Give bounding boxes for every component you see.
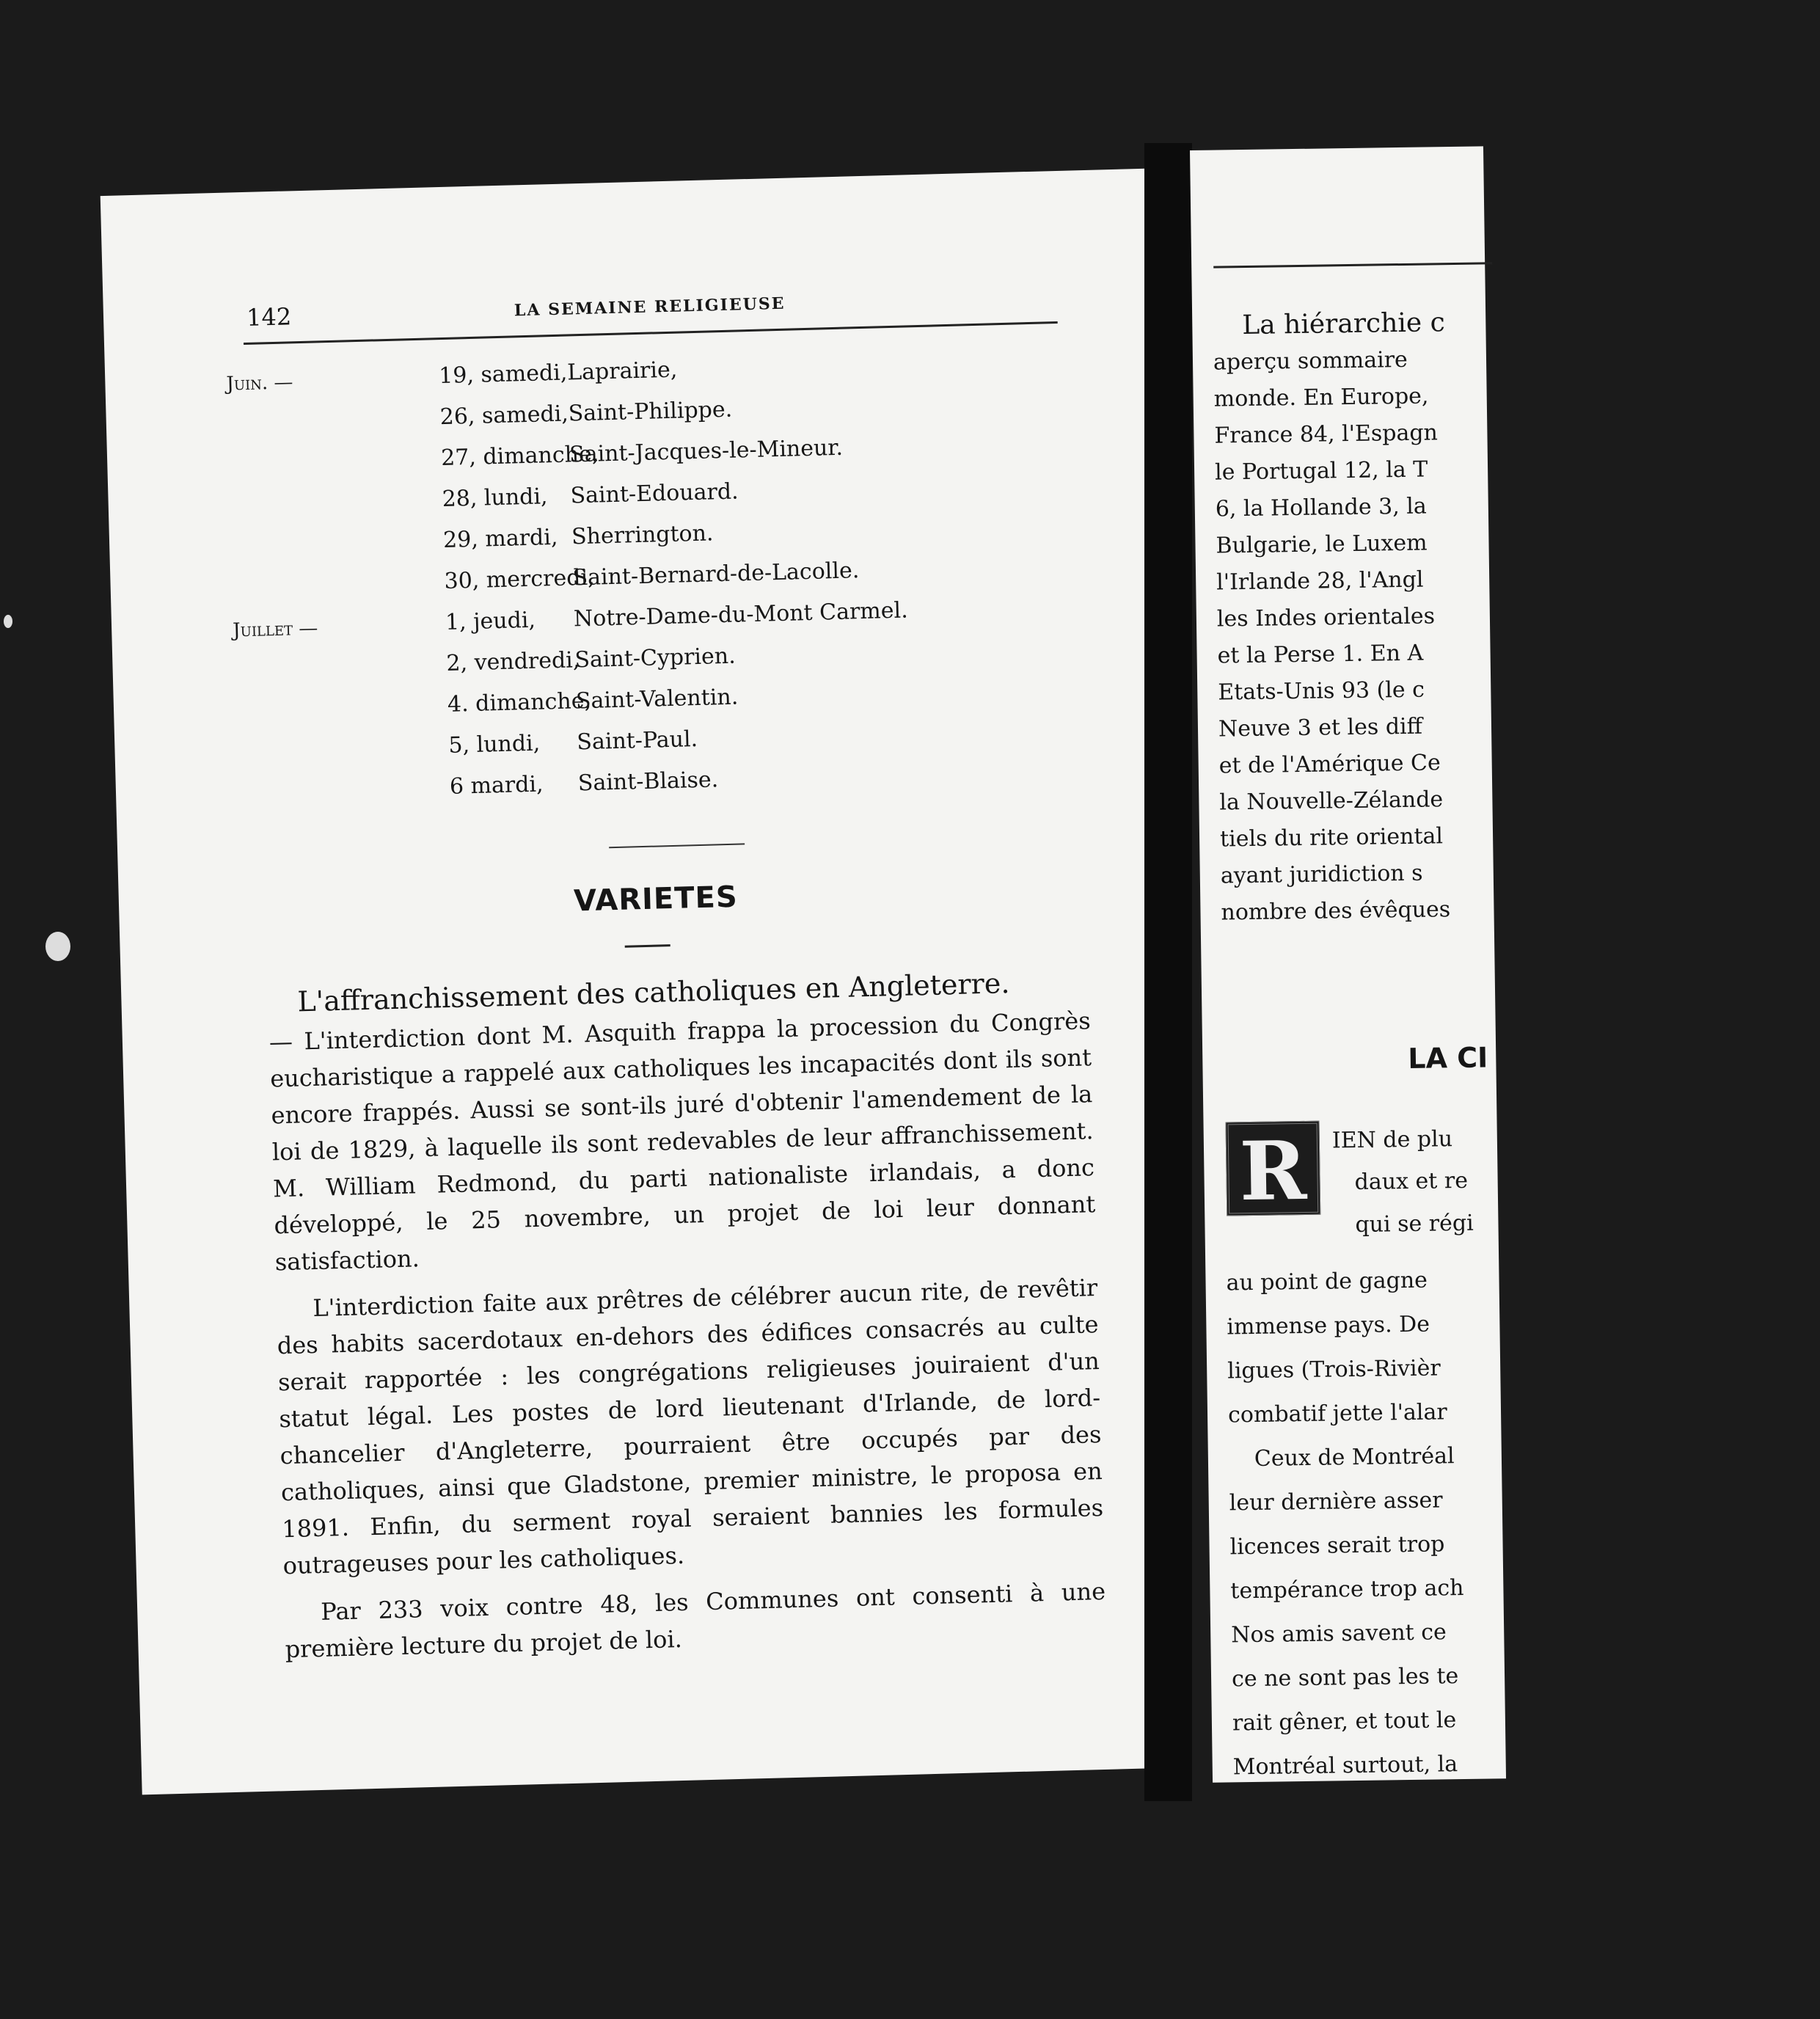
article (268, 963, 1107, 1678)
text-line: nombre des évêques (1221, 897, 1451, 926)
schedule-place: Saint-Jacques-le-Mineur. (569, 434, 844, 468)
book-gutter (1144, 143, 1192, 1801)
schedule-day: 6 mardi, (449, 771, 544, 800)
article-paragraph: Par 233 voix contre 48, les Communes ont consenti à une première lecture du projet de loi. (285, 1577, 1106, 1664)
schedule-place: Saint-Bernard-de-Lacolle. (572, 558, 860, 591)
title-dash (625, 944, 670, 948)
dust-speck (45, 932, 70, 961)
schedule-place: Saint-Cyprien. (574, 643, 737, 673)
text-line: ayant juridiction s (1220, 860, 1423, 889)
right-page-body-text (1226, 1253, 1820, 1789)
text-line: la Nouvelle-Zélande (1219, 786, 1444, 816)
dust-speck (4, 615, 12, 628)
text-line: IEN de plu (1331, 1126, 1453, 1154)
right-page-top-text (1213, 302, 1662, 931)
article-paragraph: L'interdiction faite aux prêtres de célébrer aucun rite, de revêtir des habits sacerdotaux en-dehors des édifices consacrés au culte serait rapportée : les congrégations religieuses jouiraient d'un statut légal. Les postes de lord lieutenant d'Irlande, de lord-chancelier d'Angleterre, pourraient être occupés par des catholiques, ainsi que Gladstone, premier ministre, le proposa en 1891. Enfin, du serment royal seraient bannies les formules outrageuses pour les catholiques. (277, 1274, 1104, 1580)
text-line: La hiérarchie c (1242, 307, 1446, 341)
text-line: 6, la Hollande 3, la (1215, 493, 1427, 522)
text-line: au point de gagne (1226, 1267, 1428, 1296)
section-title: LA CI (1408, 1041, 1488, 1075)
section-title: VARIETES (573, 880, 739, 919)
schedule-place: Saint-Valentin. (575, 684, 739, 715)
header-rule (1213, 262, 1492, 268)
article-heading: L'affranchissement des catholiques en Angleterre. (296, 967, 1010, 1018)
schedule-place: Laprairie, (566, 357, 678, 386)
text-line: leur dernière asser (1229, 1487, 1443, 1516)
text-line: France 84, l'Espagn (1214, 420, 1439, 449)
text-line: Bulgarie, le Luxem (1216, 530, 1428, 559)
text-line: les Indes orientales (1216, 603, 1436, 632)
running-title: LA SEMAINE RELIGIEUSE (514, 293, 786, 321)
text-line: et la Perse 1. En A (1217, 640, 1424, 669)
text-line: aperçu sommaire (1213, 346, 1408, 376)
drop-cap: R (1225, 1121, 1320, 1216)
text-line: daux et re (1354, 1167, 1469, 1195)
schedule-day: 5, lundi, (448, 730, 541, 759)
header-rule (244, 321, 1058, 345)
left-page (100, 169, 1191, 1795)
text-line: licences serait trop (1229, 1531, 1445, 1560)
schedule-day: 1, jeudi, (445, 607, 536, 635)
schedule-place: Saint-Paul. (576, 726, 698, 756)
schedule-place: Sherrington. (571, 520, 714, 550)
text-line: Nos amis savent ce (1231, 1619, 1447, 1649)
text-line: et de l'Amérique Ce (1218, 750, 1441, 779)
text-line: le Portugal 12, la T (1214, 456, 1428, 486)
text-line: immense pays. De (1227, 1311, 1430, 1340)
right-page (1190, 146, 1506, 1782)
schedule-list (226, 346, 1118, 820)
schedule-day: 30, mercredi, (444, 564, 596, 594)
schedule-day: 2, vendredi, (446, 647, 580, 676)
schedule-month: Juin. — (226, 371, 293, 395)
text-line: Ceux de Montréal (1254, 1443, 1455, 1472)
page-number: 142 (246, 302, 292, 332)
text-line: Neuve 3 et les diff (1218, 713, 1423, 742)
text-line: monde. En Europe, (1213, 383, 1429, 412)
text-line: rait gêner, et tout le (1232, 1707, 1457, 1737)
schedule-day: 19, samedi, (438, 359, 568, 390)
schedule-place: Notre-Dame-du-Mont Carmel. (573, 597, 909, 632)
text-line: Montréal surtout, la (1232, 1751, 1458, 1781)
text-line: ligues (Trois-Rivièr (1227, 1355, 1441, 1384)
text-line: Etats-Unis 93 (le c (1218, 676, 1425, 706)
schedule-day: 4. dimanche, (447, 687, 592, 718)
schedule-place: Saint-Philippe. (568, 396, 733, 427)
schedule-day: 28, lundi, (442, 483, 548, 513)
text-line: ce ne sont pas les te (1231, 1663, 1459, 1693)
schedule-place: Saint-Edouard. (570, 478, 739, 509)
schedule-place: Saint-Blaise. (577, 767, 719, 797)
schedule-day: 29, mardi, (442, 524, 558, 554)
schedule-month: Juillet — (232, 617, 318, 642)
text-line: tiels du rite oriental (1219, 823, 1444, 852)
schedule-day: 27, dimanche, (440, 441, 599, 472)
text-line: tempérance trop ach (1230, 1574, 1464, 1604)
text-line: l'Irlande 28, l'Angl (1216, 566, 1424, 596)
article-paragraph: — L'interdiction dont M. Asquith frappa la procession du Congrès eucharistique a rappelé aux catholiques les incapacités dont ils sont encore frappés. Aussi se sont-ils juré d'obtenir l'amendement de la loi de 1829, à laquelle ils sont redevables de leur affranchissement. M. William Redmond, du parti nationaliste irlandais, a donc développé, le 25 novembre, un projet de loi leur donnant satisfaction. (268, 1007, 1096, 1277)
text-line: qui se régi (1355, 1210, 1474, 1238)
text-line: combatif jette l'alar (1227, 1399, 1447, 1428)
schedule-day: 26, samedi, (439, 401, 569, 431)
section-divider (609, 843, 745, 848)
